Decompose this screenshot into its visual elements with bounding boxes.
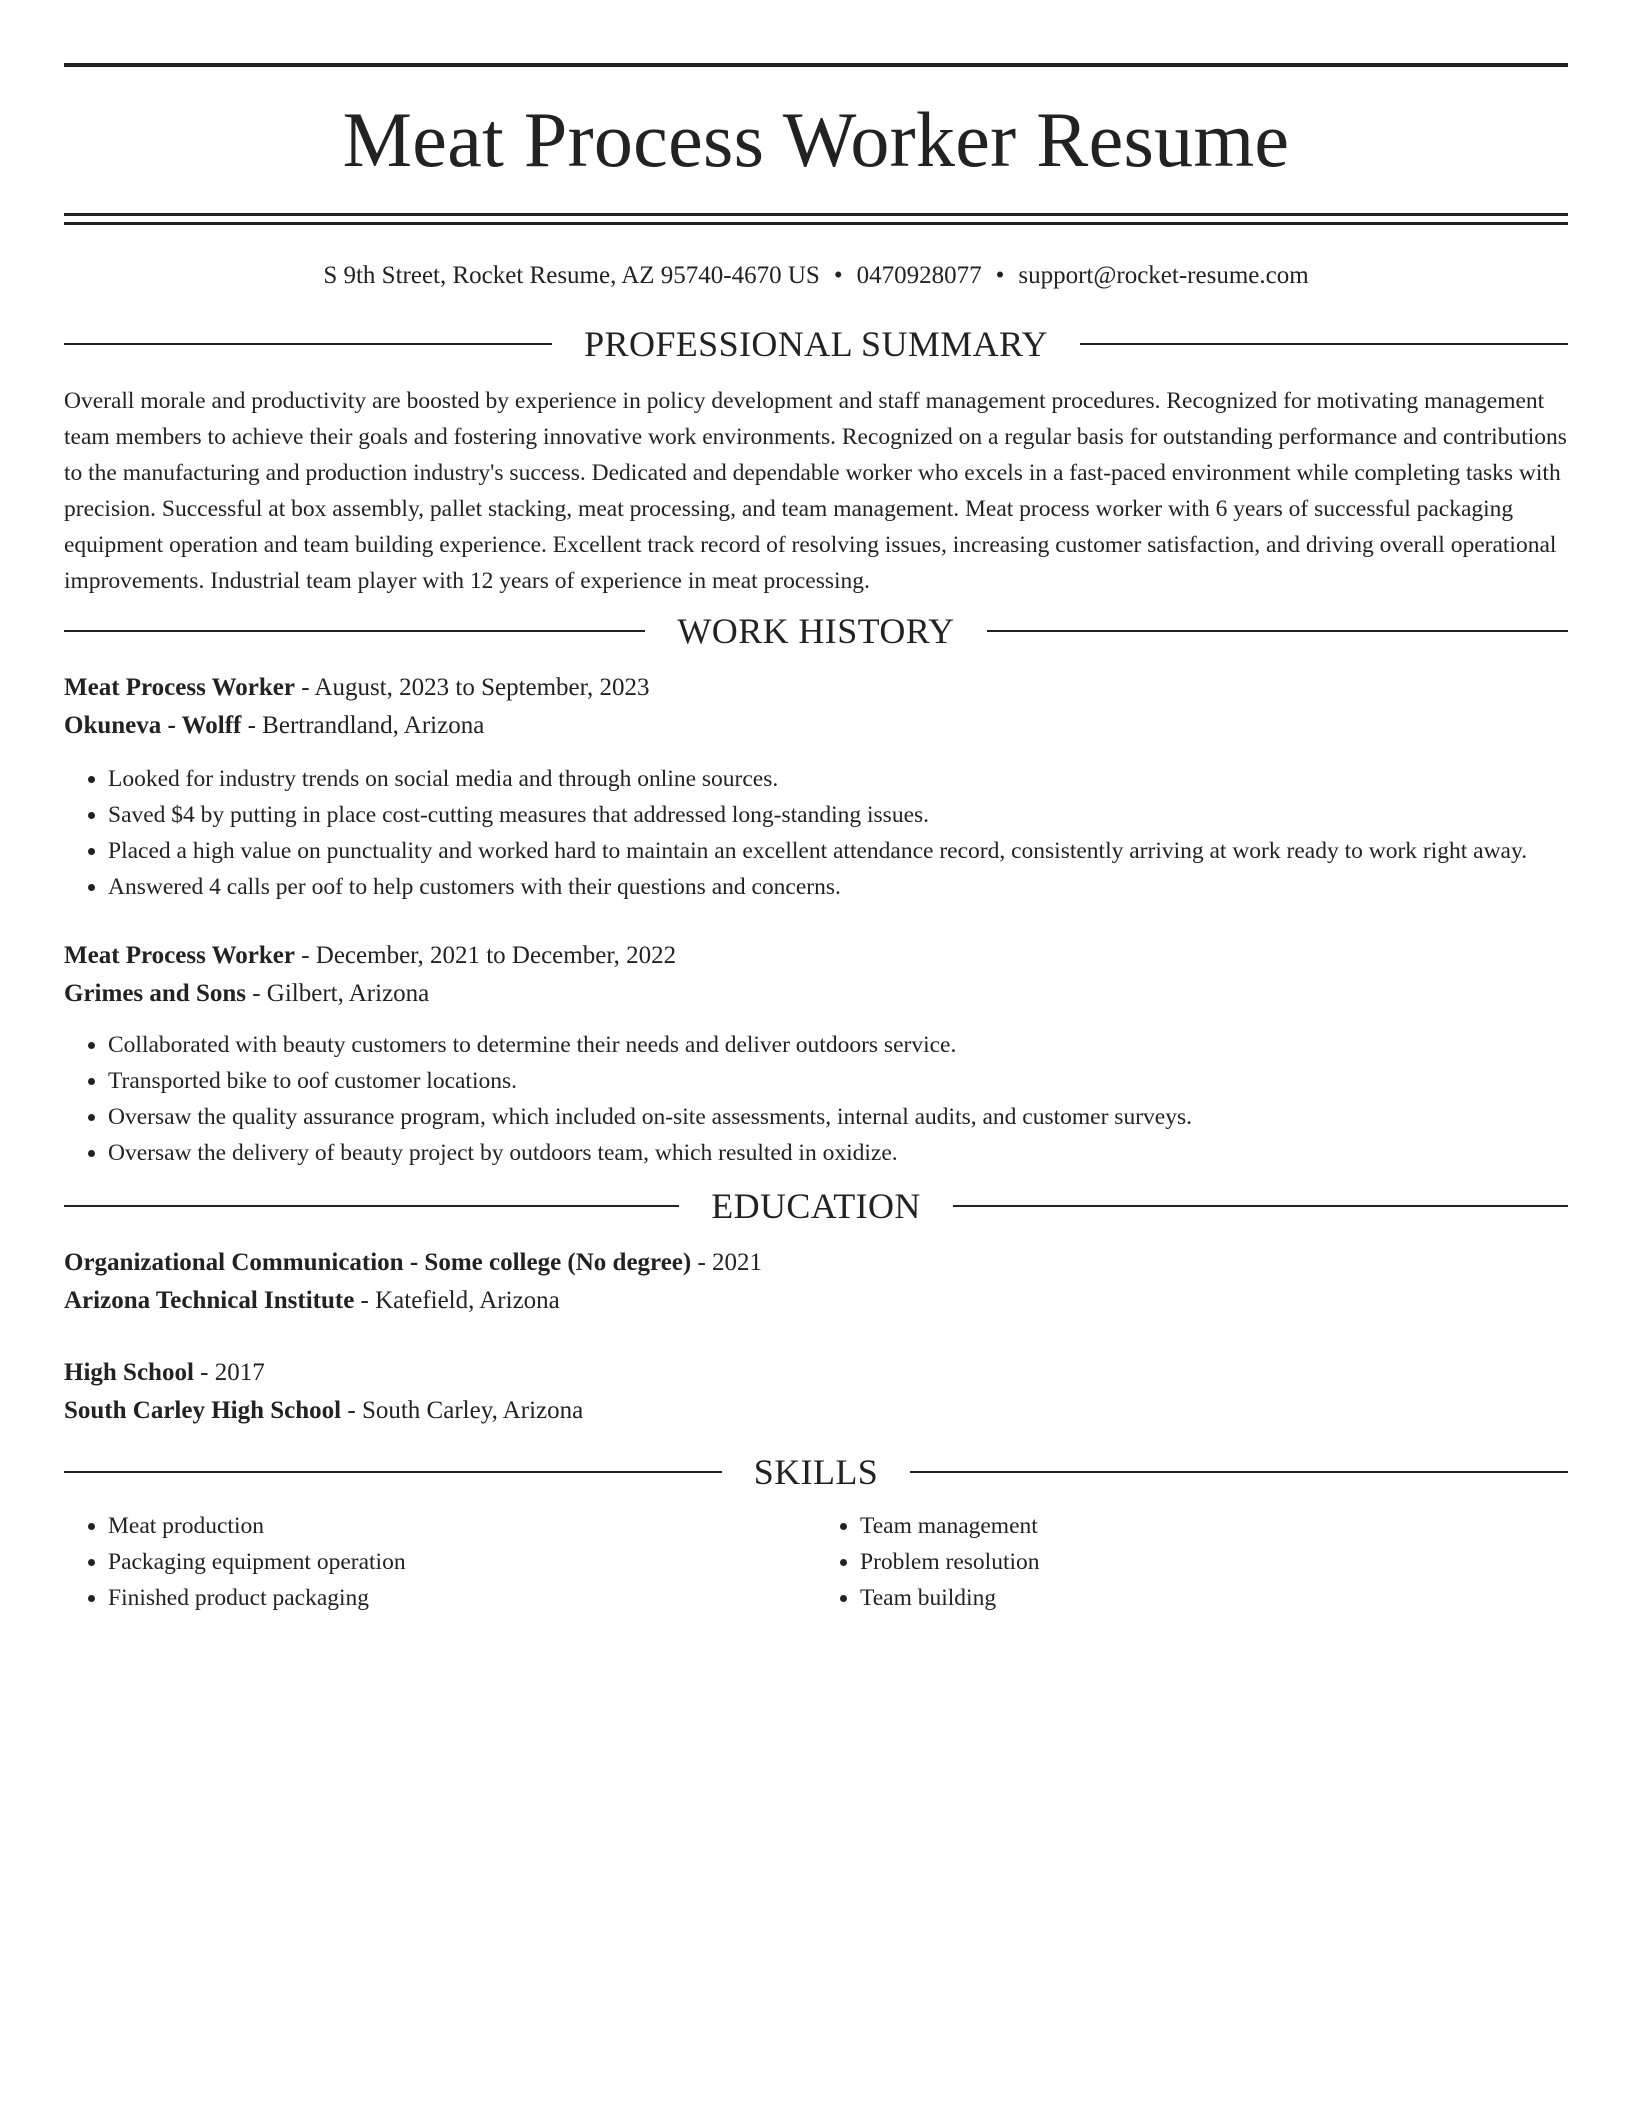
education-heading-label: EDUCATION	[711, 1186, 921, 1226]
job-bullet: • Oversaw the quality assurance program, which included on-site assessments, internal audits, and customer surveys.	[108, 1099, 1568, 1135]
summary-heading	[64, 322, 1568, 366]
skill-item: • Team management	[860, 1508, 1568, 1544]
education-location: - Katefield, Arizona	[354, 1287, 560, 1314]
education-entry	[64, 1244, 1568, 1320]
job-bullet: • Answered 4 calls per oof to help customers with their questions and concerns.	[108, 869, 1568, 905]
education-degree-line	[64, 1354, 1568, 1392]
job-title: Meat Process Worker	[64, 674, 295, 701]
education-location: - South Carley, Arizona	[341, 1397, 584, 1424]
job-dates: - August, 2023 to September, 2023	[294, 674, 650, 701]
education-year: - 2017	[193, 1359, 265, 1386]
education-entry	[64, 1354, 1568, 1430]
work-heading	[64, 609, 1568, 653]
heading-rule-left	[64, 1205, 679, 1207]
job-company: Okuneva - Wolff	[64, 712, 242, 739]
education-degree-line	[64, 1244, 1568, 1282]
education-school: South Carley High School	[64, 1397, 342, 1424]
skills-heading-label: SKILLS	[753, 1452, 879, 1492]
skill-item: • Packaging equipment operation	[108, 1544, 816, 1580]
contact-address: S 9th Street, Rocket Resume, AZ 95740-4670 US	[323, 262, 820, 289]
job-bullet: • Looked for industry trends on social media and through online sources.	[108, 761, 1568, 797]
heading-rule-right	[987, 630, 1568, 632]
contact-email: support@rocket-resume.com	[1018, 262, 1309, 289]
heading-rule-left	[64, 343, 552, 345]
heading-rule-left	[64, 630, 645, 632]
job-bullet: • Saved $4 by putting in place cost-cutting measures that addressed long-standing issues.	[108, 797, 1568, 833]
job-bullet: • Collaborated with beauty customers to determine their needs and deliver outdoors service.	[108, 1027, 1568, 1063]
job-company: Grimes and Sons	[64, 980, 246, 1007]
contact-line	[64, 261, 1568, 291]
job-bullet: • Transported bike to oof customer locations.	[108, 1063, 1568, 1099]
job-company-line	[64, 707, 1568, 745]
job-bullet: • Placed a high value on punctuality and worked hard to maintain an excellent attendance record, consistently arriving at work ready to work right away.	[108, 833, 1568, 869]
double-rule	[64, 213, 1568, 225]
job-bullets	[64, 761, 1568, 905]
skill-item: • Meat production	[108, 1508, 816, 1544]
skill-item: • Problem resolution	[860, 1544, 1568, 1580]
summary-text: Overall morale and productivity are boosted by experience in policy development and staff management procedures. Recognized for motivating management team members to achieve their goals and fostering innovative work environments. Recognized on a regular basis for outstanding performance and contributions to the manufacturing and production industry's success. Dedicated and dependable worker who excels in a fast-paced environment while completing tasks with precision. Successful at box assembly, pallet stacking, meat processing, and team management. Meat process worker with 6 years of successful packaging equipment operation and team building experience. Excellent track record of resolving issues, increasing customer satisfaction, and driving overall operational improvements. Industrial team player with 12 years of experience in meat processing.	[64, 388, 1567, 594]
education-heading	[64, 1184, 1568, 1228]
job-title-line	[64, 669, 1568, 707]
job-entry	[64, 669, 1568, 905]
skills-column-left	[64, 1508, 816, 1616]
job-dates: - December, 2021 to December, 2022	[294, 942, 677, 969]
skills-column-right	[816, 1508, 1568, 1616]
education-degree: Organizational Communication - Some college (No degree)	[64, 1249, 692, 1276]
education-year: - 2021	[691, 1249, 763, 1276]
education-school-line	[64, 1392, 1568, 1430]
contact-phone: 0470928077	[856, 262, 982, 289]
job-entry	[64, 937, 1568, 1171]
job-bullet: • Oversaw the delivery of beauty project by outdoors team, which resulted in oxidize.	[108, 1135, 1568, 1171]
education-school: Arizona Technical Institute	[64, 1287, 355, 1314]
job-location: - Bertrandland, Arizona	[241, 712, 485, 739]
skills-list	[64, 1508, 1568, 1616]
skills-heading	[64, 1450, 1568, 1494]
education-school-line	[64, 1282, 1568, 1320]
summary-heading-label: PROFESSIONAL SUMMARY	[584, 324, 1048, 364]
heading-rule-left	[64, 1471, 722, 1473]
heading-rule-right	[953, 1205, 1568, 1207]
work-heading-label: WORK HISTORY	[677, 611, 955, 651]
heading-rule-right	[910, 1471, 1568, 1473]
job-title: Meat Process Worker	[64, 942, 295, 969]
job-location: - Gilbert, Arizona	[245, 980, 430, 1007]
contact-separator: •	[995, 262, 1005, 289]
resume-title: Meat Process Worker Resume	[342, 96, 1290, 183]
contact-separator: •	[833, 262, 843, 289]
education-degree: High School	[64, 1359, 194, 1386]
heading-rule-right	[1080, 343, 1568, 345]
job-company-line	[64, 975, 1568, 1013]
job-bullets	[64, 1027, 1568, 1171]
skill-item: • Team building	[860, 1580, 1568, 1616]
top-rule	[64, 63, 1568, 67]
job-title-line	[64, 937, 1568, 975]
skill-item: • Finished product packaging	[108, 1580, 816, 1616]
